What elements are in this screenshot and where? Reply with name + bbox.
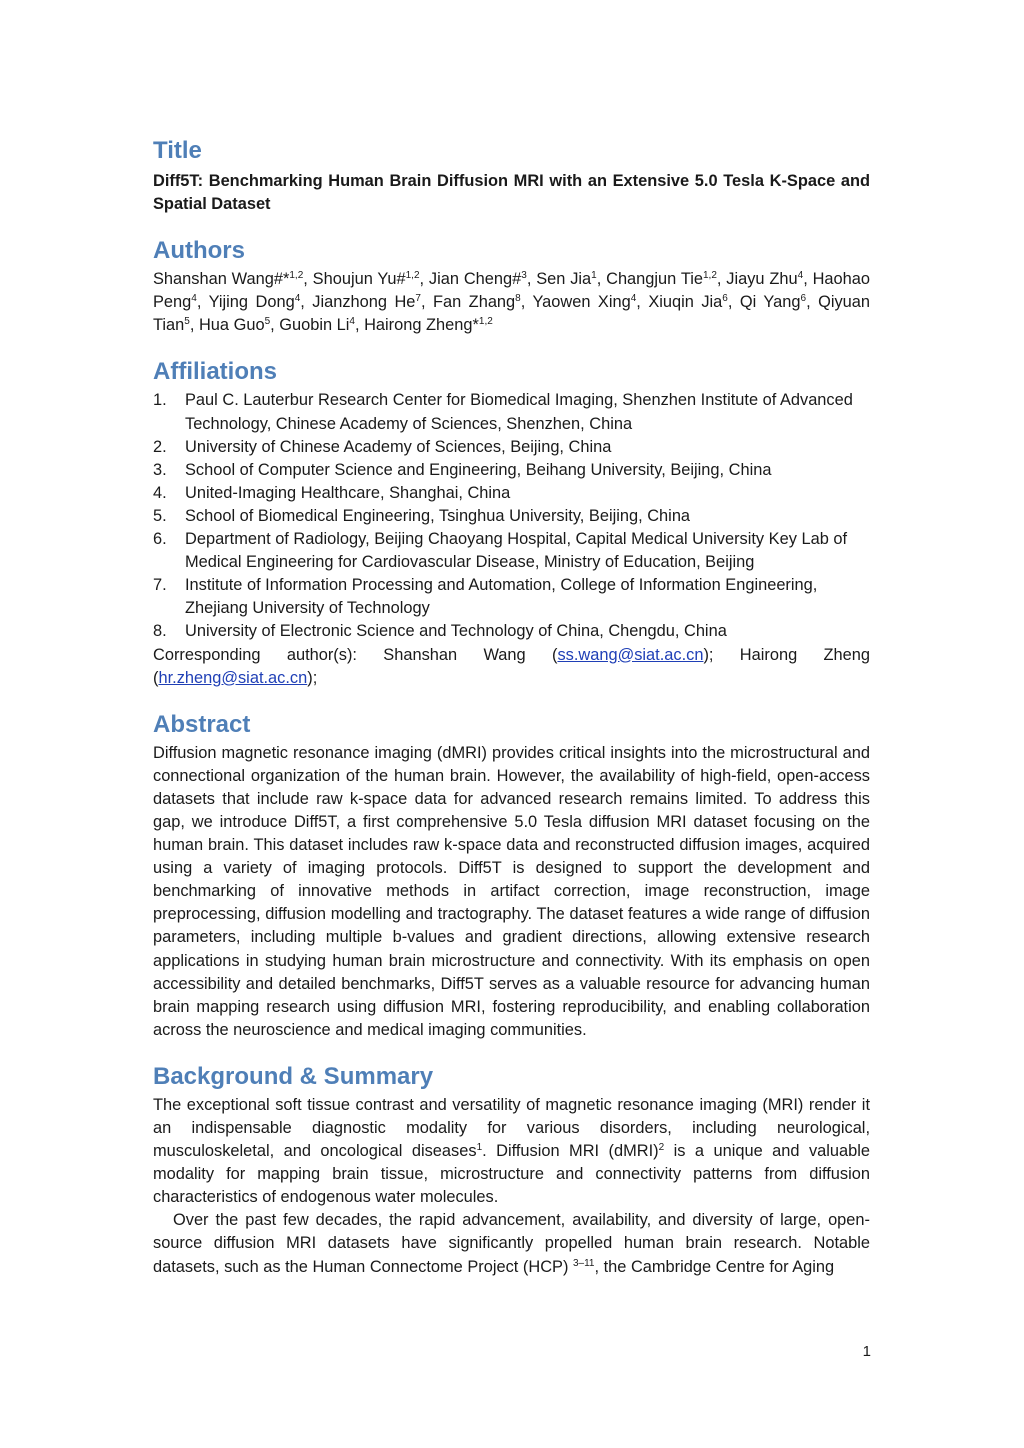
background-paragraph-1: The exceptional soft tissue contrast and versatility of magnetic resonance imaging (MRI) render it an indispensable diagnostic modality for various disorders, including neurological, musculoskeletal, and oncological diseases$^1$. Diffusion MRI (dMRI)$^2$ is a unique and valuable modality for mapping brain tissue, microstructure and connectivity patterns from diffusion characteristics of endogenous water molecules. (153, 1095, 871, 1207)
corresponding-authors: Corresponding author(s): Shanshan Wang (ss.wang@siat.ac.cn); Hairong Zheng (hr.zheng@siat.ac.cn); (153, 645, 870, 687)
author-name: Qi Yang (739, 293, 801, 312)
affiliation-text: United-Imaging Healthcare, Shanghai, China (185, 483, 511, 502)
author-affiliation-marker: 4 (630, 293, 637, 305)
affiliation-text: Institute of Information Processing and Automation, College of Information Engineering, Zhejiang University of Technology (185, 576, 818, 618)
background-section (153, 1094, 870, 1279)
author-name: Jianzhong He (312, 293, 416, 312)
author-affiliation-marker: 6 (722, 293, 728, 305)
author-affiliation-marker: 6 (800, 293, 807, 305)
paper-title: Diff5T: Benchmarking Human Brain Diffusion MRI with an Extensive 5.0 Tesla K-Space and Spatial Dataset (153, 172, 870, 214)
affiliation-number: 1. (153, 391, 167, 410)
title-heading: Title (153, 137, 202, 164)
author-name: Changjun Tie (606, 270, 703, 289)
author-name: Yaowen Xing (532, 293, 631, 312)
page-content (153, 136, 870, 1279)
author-affiliation-marker: 8 (515, 293, 521, 305)
affiliation-number: 3. (153, 460, 167, 479)
author-affiliation-marker: 1,2 (478, 316, 493, 328)
affiliation-item (153, 528, 870, 574)
abstract-heading: Abstract (153, 710, 251, 738)
author-name: Jian Cheng# (428, 270, 522, 289)
author-name: Haohao Peng (153, 270, 870, 312)
affiliation-item (153, 574, 870, 620)
author-name: Hairong Zheng* (364, 316, 479, 335)
author-name: Xiuqin Jia (648, 293, 723, 312)
abstract-text: Diffusion magnetic resonance imaging (dMRI) provides critical insights into the microstructural and connectional organization of the human brain. However, the availability of high-field, open-access datasets that include raw k-space data for advanced research remains limited. To address this gap, we introduce Diff5T, a first comprehensive 5.0 Tesla diffusion MRI dataset focusing on the human brain. This dataset includes raw k-space data and reconstructed diffusion images, acquired using a variety of imaging protocols. Diff5T is designed to support the development and benchmarking of innovative methods in artifact correction, image reconstruction, image preprocessing, diffusion modelling and tractography. The dataset features a wide range of diffusion parameters, including multiple b-values and gradient directions, allowing extensive research applications in studying human brain microstructure and connectivity. With its emphasis on open accessibility and detailed benchmarks, Diff5T serves as a valuable resource for advancing human brain mapping research using diffusion MRI, fostering reproducibility, and enabling collaboration across the neuroscience and medical imaging communities. (153, 743, 870, 1039)
author-affiliation-marker: 5 (184, 316, 190, 328)
affiliation-item (153, 482, 870, 505)
affiliation-number: 6. (153, 530, 167, 549)
author-name: Sen Jia (536, 270, 592, 289)
background-paragraph-2: Over the past few decades, the rapid advancement, availability, and diversity of large, open-source diffusion MRI datasets have significantly propelled human brain research. Notable datasets, such as the Human Connectome Project (HCP) $^{3-11}$, the Cambridge Centre for Aging (153, 1211, 870, 1276)
author-name: Jiayu Zhu (726, 270, 798, 289)
affiliation-text: Paul C. Lauterbur Research Center for Biomedical Imaging, Shenzhen Institute of Advanced Technology, Chinese Academy of Sciences, Shenzhen, China (185, 391, 853, 433)
author-name: Shanshan Wang#* (153, 270, 290, 289)
page-number: 1 (862, 1343, 871, 1360)
author-affiliation-marker: 7 (415, 293, 421, 305)
author-affiliation-marker: 4 (294, 293, 301, 305)
affiliation-number: 2. (153, 437, 167, 456)
author-affiliation-marker: 1,2 (702, 270, 717, 282)
affiliation-number: 5. (153, 506, 167, 525)
author-affiliation-marker: 1,2 (405, 270, 420, 282)
affiliation-number: 4. (153, 483, 167, 502)
affiliation-text: Department of Radiology, Beijing Chaoyang Hospital, Capital Medical University Key Lab of Medical Engineering for Cardiovascular Disease, Ministry of Education, Beijing (185, 530, 848, 572)
author-list: Shanshan Wang#*$^{1,2}$, Shoujun Yu#$^{1,2}$, Jian Cheng#$^3$, Sen Jia$^1$, Changjun Tie$^{1,2}$, Jiayu Zhu$^4$, Haohao Peng$^4$, Yijing Dong$^4$, Jianzhong He$^7$, Fan Zhang$^8$, Yaowen Xing$^4$, Xiuqin Jia$^6$, Qi Yang$^6$, Qiyuan Tian$^5$, Hua Guo$^5$, Guobin Li$^4$, Hairong Zheng*$^{1,2}$ (153, 270, 871, 335)
background-heading: Background & Summary (153, 1062, 434, 1090)
author-affiliation-marker: 1,2 (289, 270, 304, 282)
author-name: Fan Zhang (432, 293, 516, 312)
affiliation-item (153, 505, 870, 528)
author-affiliation-marker: 1 (591, 270, 597, 282)
affiliations-heading: Affiliations (153, 358, 277, 386)
affiliation-item (153, 620, 870, 643)
author-name: Hua Guo (198, 316, 265, 335)
author-affiliation-marker: 5 (264, 316, 271, 328)
email-link-wang[interactable]: ss.wang@siat.ac.cn (557, 645, 704, 664)
author-affiliation-marker: 4 (797, 270, 804, 282)
email-link-zheng[interactable]: hr.zheng@siat.ac.cn (158, 668, 308, 687)
author-name: Shoujun Yu# (312, 270, 406, 289)
authors-heading: Authors (153, 237, 245, 265)
author-affiliation-marker: 4 (191, 293, 197, 305)
affiliation-item (153, 389, 870, 435)
author-affiliation-marker: 4 (349, 316, 355, 328)
affiliation-text: University of Electronic Science and Technology of China, Chengdu, China (185, 622, 727, 641)
affiliation-text: University of Chinese Academy of Sciences, Beijing, China (185, 437, 612, 456)
affiliation-text: School of Biomedical Engineering, Tsinghua University, Beijing, China (185, 506, 691, 525)
affiliation-item (153, 436, 870, 459)
affiliation-item (153, 459, 870, 482)
author-name: Qiyuan Tian (153, 293, 871, 335)
author-name: Yijing Dong (208, 293, 295, 312)
affiliation-number: 8. (153, 622, 167, 641)
author-affiliation-marker: 3 (521, 270, 527, 282)
affiliation-list (153, 389, 870, 643)
affiliation-number: 7. (153, 576, 167, 595)
affiliation-text: School of Computer Science and Engineering, Beihang University, Beijing, China (185, 460, 772, 479)
author-name: Guobin Li (279, 316, 350, 335)
